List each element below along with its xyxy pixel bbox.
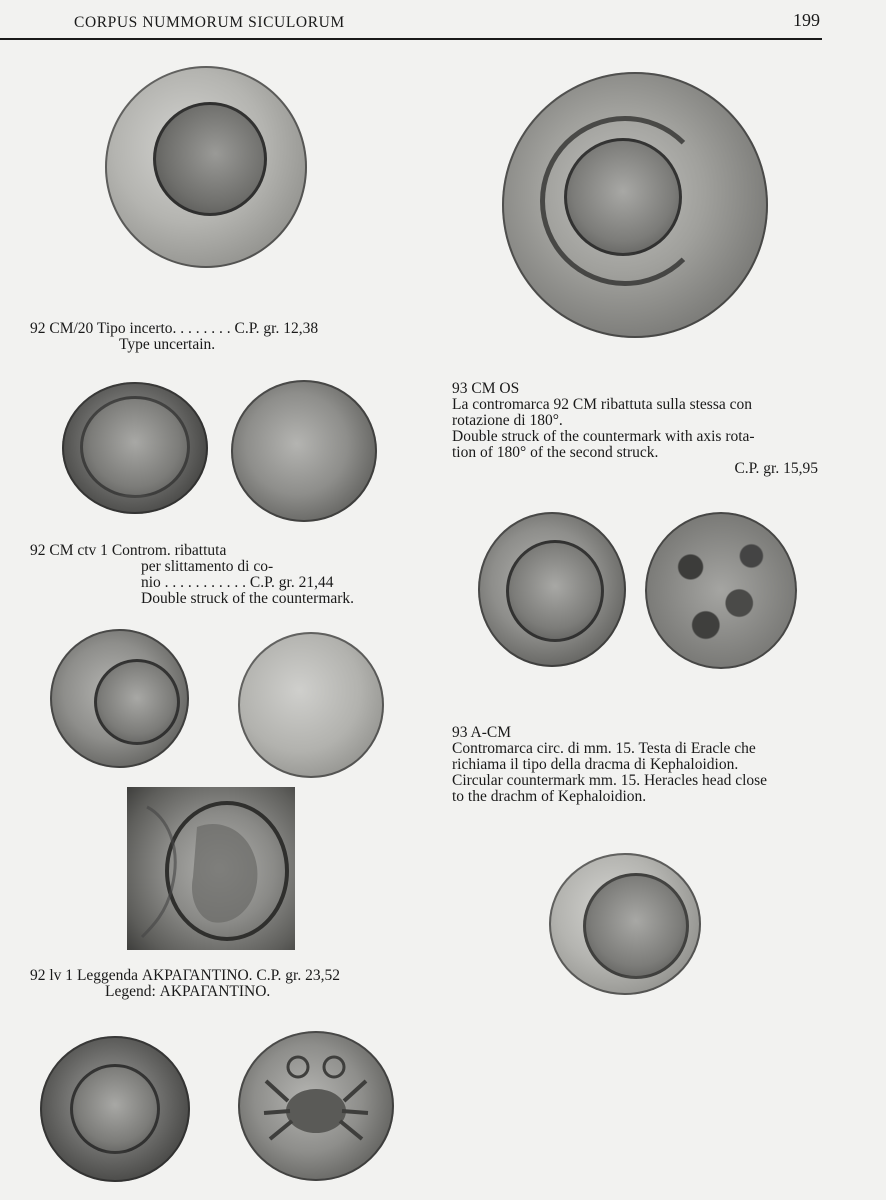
entry-translation: Double struck of the countermark. bbox=[141, 590, 355, 607]
countermark-heracles-head bbox=[506, 540, 604, 642]
entry-code: 92 CM/20 bbox=[30, 320, 94, 337]
coin-photo-92lv1-obverse bbox=[50, 629, 189, 768]
countermark-double-struck bbox=[80, 396, 190, 498]
entry-translation: Double struck of the countermark with axis rota- bbox=[452, 428, 755, 445]
running-header-title: CORPUS NUMMORUM SICULORUM bbox=[74, 14, 345, 31]
countermark-head bbox=[94, 659, 180, 745]
countermark-head bbox=[153, 102, 267, 216]
entry-description-cont: richiama il tipo della dracma di Kephaloidion. bbox=[452, 756, 739, 773]
coin-photo-92cm20 bbox=[105, 66, 307, 268]
coin-photo-93acm-single bbox=[549, 853, 701, 995]
closeup-detail bbox=[127, 787, 295, 950]
countermark-head bbox=[583, 873, 689, 979]
entry-description: Contromarca circ. di mm. 15. Testa di Eracle che bbox=[452, 740, 756, 757]
entry-translation-cont: to the drachm of Kephaloidion. bbox=[452, 788, 647, 805]
coin-photo-93cm-os bbox=[502, 72, 768, 338]
entry-description: La contromarca 92 CM ribattuta sulla stessa con bbox=[452, 396, 753, 413]
caption-93cm-os bbox=[452, 381, 822, 477]
coin-photo-bottom-reverse-crab bbox=[238, 1031, 394, 1181]
entry-translation: Type uncertain. bbox=[119, 336, 216, 353]
entry-description: Controm. ribattuta bbox=[111, 542, 227, 559]
caption-92cm20 bbox=[30, 321, 318, 353]
coin-photo-93acm-reverse bbox=[645, 512, 797, 669]
coin-photo-93acm-obverse bbox=[478, 512, 626, 667]
caption-92lv1 bbox=[30, 968, 340, 1000]
entry-description: Tipo incerto. . . . . . . . C.P. gr. 12,38 bbox=[96, 320, 319, 337]
countermark-outer-ring bbox=[540, 116, 710, 286]
countermark-head bbox=[70, 1064, 160, 1154]
coin-photo-92cm-ctv1-reverse bbox=[231, 380, 377, 522]
entry-description-cont: per slittamento di co- bbox=[141, 558, 274, 575]
crab-icon bbox=[238, 1031, 394, 1181]
caption-92cm-ctv1 bbox=[30, 543, 354, 607]
entry-weight-line: nio . . . . . . . . . . . C.P. gr. 21,44 bbox=[141, 574, 334, 591]
entry-weight: C.P. gr. 15,95 bbox=[734, 460, 818, 477]
entry-code: 92 CM ctv 1 bbox=[30, 542, 108, 559]
caption-code-line bbox=[30, 321, 318, 337]
entry-code: 92 lv 1 bbox=[30, 967, 74, 984]
entry-description-cont: rotazione di 180°. bbox=[452, 412, 563, 429]
coin-photo-92cm-ctv1-obverse bbox=[62, 382, 208, 514]
entry-description: Leggenda ΑΚΡΑΓΑΝΤΙΝΟ. C.P. gr. 23,52 bbox=[76, 967, 340, 984]
coin-photo-92lv1-reverse bbox=[238, 632, 384, 778]
countermark-closeup-photo bbox=[127, 787, 295, 950]
coin-photo-bottom-obverse bbox=[40, 1036, 190, 1182]
header-rule bbox=[0, 38, 822, 40]
entry-translation-cont: tion of 180° of the second struck. bbox=[452, 444, 659, 461]
entry-translation: Legend: ΑΚΡΑΓΑΝΤΙΝΟ. bbox=[105, 983, 271, 1000]
entry-code: 93 CM OS bbox=[452, 380, 520, 397]
caption-code-line bbox=[30, 543, 354, 559]
page-number: 199 bbox=[793, 10, 820, 30]
caption-code-line bbox=[30, 968, 340, 984]
entry-translation: Circular countermark mm. 15. Heracles head close bbox=[452, 772, 768, 789]
caption-93acm bbox=[452, 725, 824, 805]
entry-code: 93 A-CM bbox=[452, 724, 511, 741]
